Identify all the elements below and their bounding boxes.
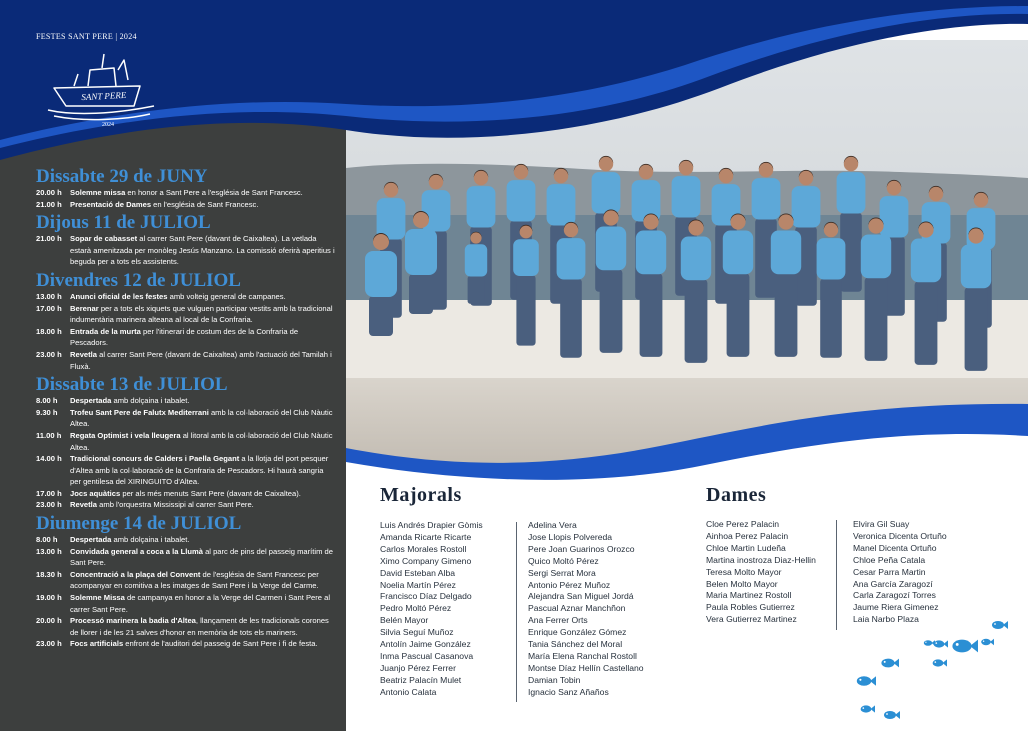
name-item: María Elena Ranchal Rostoll <box>528 650 637 661</box>
event-detail: amb dolçaina i tabalet. <box>111 396 190 406</box>
fish-icon <box>981 639 994 645</box>
program-event <box>36 592 336 615</box>
name-item: Laia Narbo Plaza <box>853 614 919 625</box>
fish-icon <box>992 621 1008 629</box>
event-title: Jocs aquàtics <box>70 488 121 498</box>
event-detail: amb dolçaina i tabalet. <box>111 535 190 545</box>
event-description <box>70 291 286 303</box>
program-event <box>36 303 336 326</box>
program-event <box>36 534 336 546</box>
event-time: 20.00 h <box>36 616 62 626</box>
logo-boat-name: SANT PERE <box>81 89 127 103</box>
fish-icon <box>952 640 978 653</box>
event-time: 18.30 h <box>36 569 62 579</box>
group-photo-people <box>346 60 1028 480</box>
name-item: Paula Robles Gutierrez <box>706 602 795 613</box>
event-description <box>70 453 336 488</box>
event-title: Anunci oficial de les festes <box>70 291 168 301</box>
name-item: Noelia Martín Pérez <box>380 579 456 590</box>
event-description <box>70 638 318 650</box>
name-item: Luis Andrés Drapier Gòmis <box>380 520 483 530</box>
person-figure <box>513 225 539 346</box>
name-item: Adelina Vera <box>528 520 577 530</box>
name-item: Belén Mayor <box>380 615 429 626</box>
fish-icon <box>857 676 876 686</box>
event-time: 21.00 h <box>36 234 62 244</box>
dames-list-1 <box>706 519 816 626</box>
event-description <box>70 326 336 349</box>
event-description <box>70 546 336 569</box>
event-title: Trofeu Sant Pere de Falutx Mediterrani <box>70 407 209 417</box>
name-item: Carlos Morales Rostoll <box>380 543 467 554</box>
program-event <box>36 638 336 650</box>
name-item: Enrique González Gómez <box>528 627 627 638</box>
program-event <box>36 187 336 199</box>
event-detail: en honor a Sant Pere a l'església de Sant Francesc. <box>125 188 303 197</box>
event-detail: enfront de l'auditori del passeig de Sant Pere i fi de festa. <box>123 639 318 649</box>
name-item: Juanjo Pérez Ferrer <box>380 662 456 673</box>
event-detail: de l'església de Sant Francesc per acompanyar en comitiva a les imatges de Sant Pere i la Verge del Carme. <box>70 569 319 591</box>
day-title: Dissabte 29 de JUNY <box>36 166 208 187</box>
name-item: Belen Molto Mayor <box>706 578 778 589</box>
event-time: 14.00 h <box>36 454 62 464</box>
name-item: Silvia Seguí Muñoz <box>380 627 454 638</box>
person-figure <box>596 209 626 352</box>
name-item: Antonio Calata <box>380 686 437 697</box>
name-item: Ainhoa Perez Palacin <box>706 530 789 541</box>
event-time: 23.00 h <box>36 349 62 359</box>
majorals-title: Majorals <box>380 484 462 506</box>
name-item: Beatriz Palacín Mulet <box>380 674 462 685</box>
event-title: Entrada de la murta <box>70 326 141 336</box>
event-time: 13.00 h <box>36 546 62 556</box>
fish-icon <box>881 659 899 668</box>
event-description <box>70 615 336 638</box>
event-detail: al carrer Sant Pere (davant de Caixaltea) amb l'actuació del Tamilah i Fluxà. <box>70 349 332 371</box>
event-time: 11.00 h <box>36 430 62 440</box>
name-item: Inma Pascual Casanova <box>380 650 474 661</box>
event-description <box>70 592 336 615</box>
fish-icon <box>933 659 947 666</box>
name-item: Carla Zaragozí Torres <box>853 590 936 601</box>
name-item: Damian Tobin <box>528 674 581 685</box>
name-item: Veronica Dicenta Ortuño <box>853 530 947 541</box>
name-item: Cesar Parra Martin <box>853 566 926 577</box>
event-description <box>70 534 189 546</box>
name-item: Tania Sánchez del Moral <box>528 639 623 650</box>
name-item: Martina inostroza Diaz-Hellin <box>706 554 816 565</box>
event-description <box>70 303 336 326</box>
name-item: Chloe Peña Catala <box>853 554 926 565</box>
majorals-list-2 <box>528 520 644 699</box>
program-event <box>36 569 336 592</box>
event-time: 17.00 h <box>36 488 62 498</box>
name-item: Pedro Moltó Pérez <box>380 603 452 614</box>
name-item: Sergi Serrat Mora <box>528 567 596 578</box>
festival-program <box>36 164 336 650</box>
event-description <box>70 499 254 511</box>
name-item: Maria Martinez Rostoll <box>706 590 792 601</box>
name-item: Cloe Perez Palacin <box>706 519 780 529</box>
event-title: Berenar <box>70 303 99 313</box>
person-figure <box>961 227 991 370</box>
event-title: Concentració a la plaça del Convent <box>70 569 201 579</box>
event-title: Revetla <box>70 500 98 510</box>
event-description <box>70 187 303 199</box>
program-event <box>36 291 336 303</box>
event-detail: per l'itinerari de costum des de la Confraria de Pescadors. <box>70 326 299 348</box>
fish-icon <box>924 640 935 646</box>
majorals-divider <box>516 522 517 702</box>
event-detail: al litoral amb la col·laboració del Club Nàutic Altea. <box>70 430 333 452</box>
person-figure <box>723 213 753 356</box>
event-title: Focs artificials <box>70 639 124 649</box>
name-item: Manel Dicenta Ortuño <box>853 542 937 553</box>
event-title: Regata Optimist i vela lleugera <box>70 430 181 440</box>
name-item: Pascual Aznar Manchñon <box>528 603 626 614</box>
dames-list-2 <box>853 519 947 626</box>
event-title: Processó marinera la badia d'Altea <box>70 616 196 626</box>
day-title: Dijous 11 de JULIOL <box>36 212 211 234</box>
name-item: Montse Díaz Hellín Castellano <box>528 662 644 673</box>
event-detail: amb volteig general de campanes. <box>167 291 286 301</box>
fish-icon <box>884 711 900 719</box>
program-event <box>36 199 336 211</box>
event-title: Solemne Missa <box>70 593 125 603</box>
event-title: Despertada <box>70 396 112 406</box>
event-time: 23.00 h <box>36 639 62 649</box>
name-item: Antonio Pérez Muñoz <box>528 579 611 590</box>
program-event <box>36 615 336 638</box>
person-figure <box>771 213 801 356</box>
program-event <box>36 407 336 430</box>
program-event <box>36 546 336 569</box>
fish-icon <box>861 705 875 712</box>
event-detail: , llançament de les tradicionals corones de llorer i de les 21 salves d'honor en memòria de tots els mariners. <box>70 616 329 637</box>
program-event <box>36 488 336 500</box>
event-detail: amb l'orquestra Mississipi al carrer Sant Pere. <box>97 500 254 510</box>
name-item: Francisco Díaz Delgado <box>380 591 472 602</box>
sant-pere-boat-logo <box>44 50 160 130</box>
name-item: Elvira Gil Suay <box>853 519 910 529</box>
event-title: Presentació de Dames <box>70 199 152 209</box>
name-item: Ana García Zaragozí <box>853 578 933 589</box>
event-time: 20.00 h <box>36 188 62 197</box>
event-detail: al parc de pins del passeig marítim de Sant Pere. <box>70 546 333 568</box>
header-title: FESTES SANT PERE | 2024 <box>36 32 137 41</box>
event-time: 13.00 h <box>36 291 62 301</box>
name-item: Ana Ferrer Orts <box>528 615 588 626</box>
event-title: Revetla <box>70 349 98 359</box>
person-figure <box>636 213 666 356</box>
event-time: 17.00 h <box>36 303 62 313</box>
name-item: Ignacio Sanz Añaños <box>528 686 609 697</box>
program-event <box>36 430 336 453</box>
event-time: 18.00 h <box>36 326 62 336</box>
event-detail: de campanya en honor a la Verge del Carmen i Sant Pere al carrer Sant Pere. <box>70 593 331 614</box>
name-item: Teresa Molto Mayor <box>706 566 782 577</box>
event-title: Solemne missa <box>70 188 126 197</box>
event-description <box>70 488 301 500</box>
event-title: Sopar de cabasset <box>70 234 138 244</box>
event-title: Despertada <box>70 535 112 545</box>
person-figure <box>817 222 846 358</box>
program-event <box>36 349 336 372</box>
event-description <box>70 407 336 430</box>
fish-icon <box>934 640 948 647</box>
event-description <box>70 199 258 211</box>
name-item: Pere Joan Guarinos Orozco <box>528 543 635 554</box>
program-event <box>36 326 336 349</box>
dames-title: Dames <box>706 484 767 506</box>
name-item: Jaume Riera Gimenez <box>853 602 939 613</box>
event-description <box>70 349 336 372</box>
event-detail: per als més menuts Sant Pere (davant de Caixaltea). <box>120 488 301 498</box>
event-title: Convidada general a coca a la Llumà <box>70 546 203 556</box>
name-item: Vera Gutierrez Martinez <box>706 614 797 625</box>
name-item: Amanda Ricarte Ricarte <box>380 531 472 542</box>
event-time: 19.00 h <box>36 593 62 603</box>
name-item: Antolín Jaime González <box>380 639 471 650</box>
name-item: Alejandra San Miguel Jordá <box>528 591 634 602</box>
majorals-list-1 <box>380 520 483 699</box>
program-event <box>36 499 336 511</box>
day-title: Divendres 12 de JULIOL <box>36 269 241 291</box>
event-description <box>70 430 336 453</box>
person-figure <box>557 222 586 358</box>
event-detail: amb la col·laboració del Club Nàutic Altea. <box>70 407 333 429</box>
day-title: Diumenge 14 de JULIOL <box>36 513 242 535</box>
event-time: 23.00 h <box>36 500 62 510</box>
dames-divider <box>836 520 837 630</box>
event-description <box>70 395 189 407</box>
event-time: 9.30 h <box>36 407 58 417</box>
day-title: Dissabte 13 de JULIOL <box>36 374 228 396</box>
program-event <box>36 395 336 407</box>
name-item: David Esteban Alba <box>380 567 456 578</box>
name-item: Ximo Company Gimeno <box>380 555 472 566</box>
event-title: Tradicional concurs de Calders i Paella Gegant <box>70 454 240 464</box>
event-detail: al carrer Sant Pere (davant de Caixaltea). La vetlada estarà amenitzada per monòleg Jesús Manzano. La comissió oferirà aperitius i beguda per a tots els assistents. <box>70 234 335 267</box>
name-item: Jose Llopis Polvereda <box>528 531 613 542</box>
event-detail: en l'església de Sant Francesc. <box>151 199 259 209</box>
fish-school-decoration <box>850 615 1010 725</box>
program-event <box>36 233 336 268</box>
event-time: 8.00 h <box>36 396 58 406</box>
event-description <box>70 569 336 592</box>
name-item: Chloe Martin Ludeña <box>706 542 786 553</box>
event-time: 8.00 h <box>36 535 58 545</box>
event-time: 21.00 h <box>36 199 62 209</box>
event-detail: per a tots els xiquets que vulguen participar vestits amb la tradicional indumentària marinera alteana al local de la Confraria. <box>70 303 333 325</box>
person-figure <box>861 217 891 360</box>
event-detail: a la llotja del port pesquer d'Altea amb la col·laboració de la Confraria de Pescadors. Hi haurà sangria per gentilesa del XIRINGUITO d'Altea. <box>70 454 329 487</box>
program-event <box>36 453 336 488</box>
logo-year: 2024 <box>102 122 114 128</box>
person-figure <box>681 219 711 362</box>
person-figure <box>911 221 941 364</box>
event-description <box>70 233 336 268</box>
name-item: Quico Moltó Pérez <box>528 555 599 566</box>
